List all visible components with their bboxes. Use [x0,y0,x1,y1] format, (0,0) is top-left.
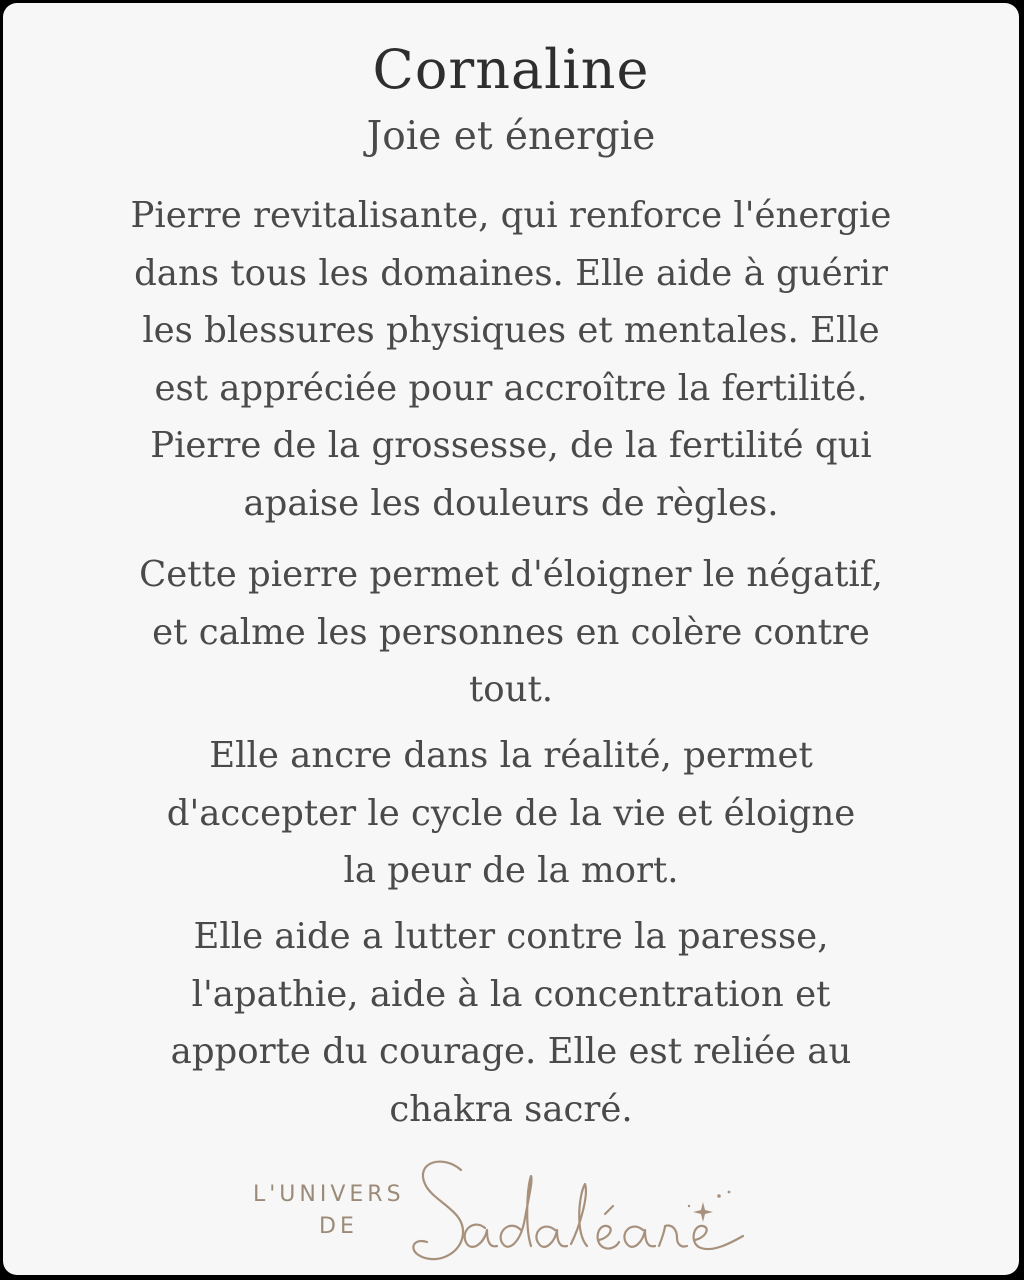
page-title: Cornaline [372,38,650,101]
page-subtitle: Joie et énergie [366,114,656,159]
brand-logo [253,1148,773,1273]
brand-line-2: DE [319,1214,358,1239]
paragraph-grounding: Elle ancre dans la réalité, permet d'accepter le cycle de la vie et éloigne la peur de la mort. [166,735,856,891]
brand-line-1: L'UNIVERS [253,1182,405,1207]
paragraph-negativity: Cette pierre permet d'éloigner le négatif, et calme les personnes en colère contre tout. [139,554,883,710]
paragraph-courage: Elle aide a lutter contre la paresse, l'apathie, aide à la concentration et apporte du courage. Elle est reliée au chakra sacré. [170,916,852,1130]
paragraph-benefits: Pierre revitalisante, qui renforce l'énergie dans tous les domaines. Elle aide à guérir les blessures physiques et mentales. Elle est appréciée pour accroître la fertilité. Pierre de la grossesse, de la fertilité qui apaise les douleurs de règles. [130,195,892,524]
description-card [3,3,1019,1275]
brand-script-logo [403,1148,763,1273]
